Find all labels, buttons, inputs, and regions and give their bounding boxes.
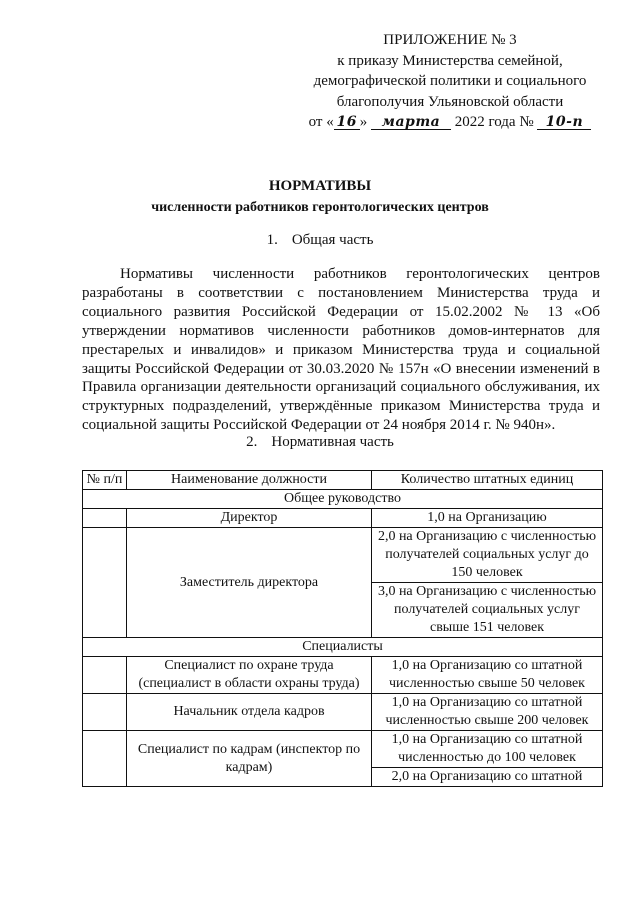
appendix-ministry-line: демографической политики и социального <box>313 73 587 89</box>
row-number-cell <box>83 694 127 731</box>
appendix-region-line: благополучия Ульяновской области <box>336 93 564 110</box>
table-header-row <box>83 471 603 490</box>
section-label: Общая часть <box>291 232 374 248</box>
document-title: НОРМАТИВЫ <box>268 178 372 194</box>
table-row <box>83 509 603 528</box>
count-cell: 1,0 на Организацию со штатной численностью до 100 человек <box>372 731 603 768</box>
norms-table <box>82 470 603 787</box>
appendix-block <box>290 30 610 133</box>
row-number-cell <box>83 657 127 694</box>
count-cell: 2,0 на Организацию со штатной <box>372 768 603 787</box>
intro-paragraph: Нормативы численности работников геронтологических центров разработаны в соответствии с постановлением Министерства труда и социального развития Российской Федерации от 15.02.2002 № 13 «Об утверждении нормативов численности работников домов-интернатов для престарелых и инвалидов» и приказом Министерства труда и социальной защиты Российской Федерации от 30.03.2020 № 157н «О внесении изменений в Правила организации деятельности организаций социального обслуживания, их структурных подразделений, утверждённые приказом Министерства труда и социальной защиты Российской Федерации от 24 ноября 2014 г. № 940н». <box>82 266 600 434</box>
count-cell: 1,0 на Организацию <box>372 509 603 528</box>
section-label: Нормативная часть <box>271 434 394 450</box>
row-number-cell <box>83 731 127 787</box>
group-specialists: Специалисты <box>83 638 603 657</box>
position-cell: Директор <box>127 509 372 528</box>
appendix-order-line: к приказу Министерства семейной, <box>337 52 563 69</box>
count-cell: 1,0 на Организацию со штатной численностью свыше 200 человек <box>372 694 603 731</box>
header-count: Количество штатных единиц <box>372 471 603 490</box>
section-normative-heading <box>0 432 640 452</box>
handwritten-number: 10-п <box>537 115 591 130</box>
header-position: Наименование должности <box>127 471 372 490</box>
section-general-heading <box>0 230 640 250</box>
table-row <box>83 731 603 768</box>
position-cell: Начальник отдела кадров <box>127 694 372 731</box>
date-prefix: от « <box>308 114 334 130</box>
table-row <box>83 657 603 694</box>
group-general-management: Общее руководство <box>83 490 603 509</box>
appendix-title: ПРИЛОЖЕНИЕ № 3 <box>383 32 517 48</box>
header-number: № п/п <box>83 471 127 490</box>
handwritten-month: марта <box>371 115 451 130</box>
count-cell: 1,0 на Организацию со штатной численностью свыше 50 человек <box>372 657 603 694</box>
table-row <box>83 528 603 583</box>
document-subtitle: численности работников геронтологических центров <box>151 200 489 215</box>
position-cell: Специалист по кадрам (инспектор по кадрам) <box>127 731 372 787</box>
appendix-date-line <box>290 112 610 133</box>
position-cell: Специалист по охране труда (специалист в области охраны труда) <box>127 657 372 694</box>
section-number: 1. <box>266 232 278 248</box>
position-cell: Заместитель директора <box>127 528 372 638</box>
row-number-cell <box>83 509 127 528</box>
table-group-row <box>83 490 603 509</box>
section-number: 2. <box>246 434 258 450</box>
count-cell: 3,0 на Организацию с численностью получателей социальных услуг свыше 151 человек <box>372 583 603 638</box>
table-group-row <box>83 638 603 657</box>
row-number-cell <box>83 528 127 638</box>
date-mid: » <box>359 114 368 130</box>
handwritten-day: 16 <box>334 115 360 130</box>
count-cell: 2,0 на Организацию с численностью получателей социальных услуг до 150 человек <box>372 528 603 583</box>
date-year: 2022 года № <box>454 114 534 130</box>
table-row <box>83 694 603 731</box>
